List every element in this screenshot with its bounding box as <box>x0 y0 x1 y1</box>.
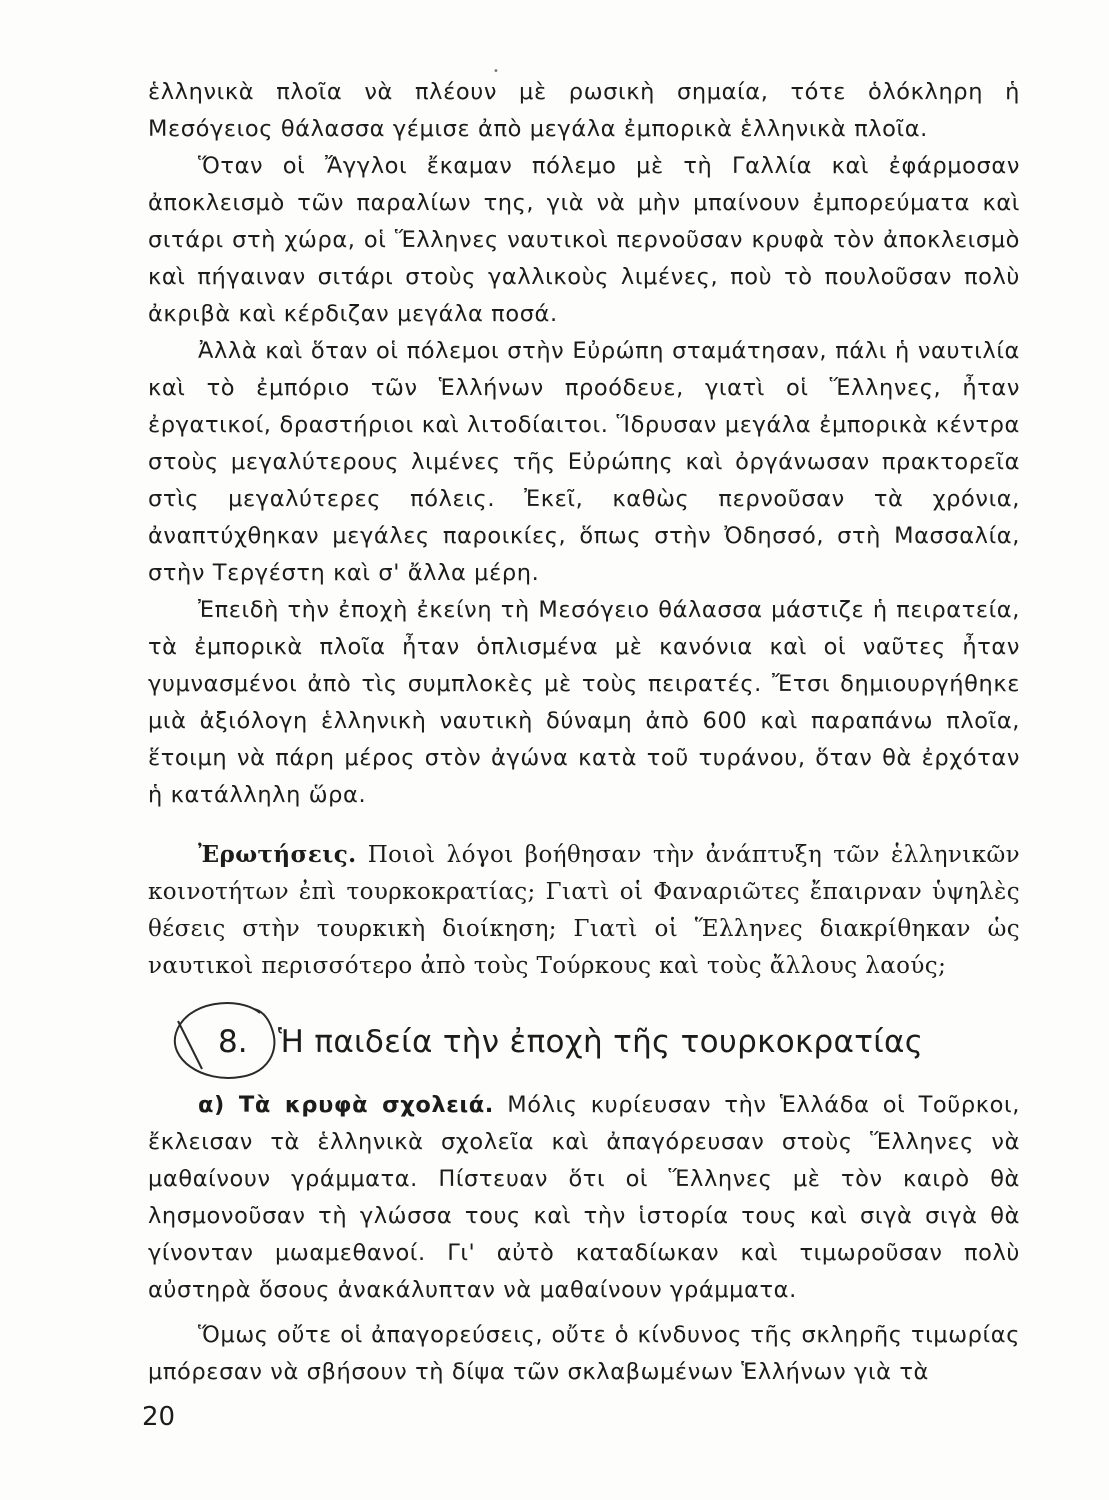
paragraph-3: Ἀλλὰ καὶ ὅταν οἱ πόλεμοι στὴν Εὐρώπη σταμάτησαν, πάλι ἡ ναυτιλία καὶ τὸ ἐμπόριο τῶν Ἑλλήνων προόδευε, γιατὶ οἱ Ἕλληνες, ἦταν ἐργατικοί, δραστήριοι καὶ λιτοδίαιτοι. Ἵδρυσαν μεγάλα ἐμπορικὰ κέντρα στοὺς μεγαλύτερους λιμένες τῆς Εὐρώπης καὶ ὀργάνωσαν πρακτορεῖα στὶς μεγαλύτερες πόλεις. Ἐκεῖ, καθὼς περνοῦσαν τὰ χρόνια, ἀναπτύχθηκαν μεγάλες παροικίες, ὅπως στὴν Ὀδησσό, στὴ Μασσαλία, στὴν Τεργέστη καὶ σ' ἄλλα μέρη. <box>148 338 1020 586</box>
paragraph-4: Ἐπειδὴ τὴν ἐποχὴ ἐκείνη τὴ Μεσόγειο θάλασσα μάστιζε ἡ πειρατεία, τὰ ἐμπορικὰ πλοῖα ἦταν ὁπλισμένα μὲ κανόνια καὶ οἱ ναῦτες ἦταν γυμνασμένοι ἀπὸ τὶς συμπλοκὲς μὲ τοὺς πειρατές. Ἔτσι δημιουργήθηκε μιὰ ἀξιόλογη ἑλληνικὴ ναυτικὴ δύναμη ἀπὸ 600 καὶ παραπάνω πλοῖα, ἕτοιμη νὰ πάρη μέρος στὸν ἀγώνα κατὰ τοῦ τυράνου, ὅταν θὰ ἐρχόταν ἡ κατάλληλη ὥρα. <box>148 597 1020 808</box>
final-paragraph: Ὅμως οὔτε οἱ ἀπαγορεύσεις, οὔτε ὁ κίνδυνος τῆς σκληρῆς τιμωρίας μπόρεσαν νὰ σβήσουν τὴ δίψα τῶν σκλαβωμένων Ἑλλήνων γιὰ τὰ <box>148 1322 1020 1385</box>
section-title: Ἡ παιδεία τὴν ἐποχὴ τῆς τουρκοκρατίας <box>278 1024 924 1060</box>
section-heading <box>148 1019 1020 1065</box>
subsection-paragraph <box>148 1087 1020 1309</box>
questions-label: Ἐρωτήσεις. <box>198 841 357 868</box>
page-body <box>148 74 1020 1391</box>
page-number: 20 <box>142 1402 176 1432</box>
subsection-text: Μόλις κυρίευσαν τὴν Ἑλλάδα οἱ Τοῦρκοι, ἔκλεισαν τὰ ἑλληνικὰ σχολεῖα καὶ ἀπαγόρευσαν στοὺς Ἕλληνες νὰ μαθαίνουν γράμματα. Πίστευαν ὅτι οἱ Ἕλληνες μὲ τὸν καιρὸ θὰ λησμονοῦσαν τὴ γλώσσα τους καὶ τὴν ἱστορία τους καὶ σιγὰ σιγὰ θὰ γίνονταν μωαμεθανοί. Γι' αὐτὸ καταδίωκαν καὶ τιμωροῦσαν πολὺ αὐστηρὰ ὅσους ἀνακάλυπταν νὰ μαθαίνουν γράμματα. <box>148 1092 1020 1303</box>
paragraph-1: ἑλληνικὰ πλοῖα νὰ πλέουν μὲ ρωσικὴ σημαία, τότε ὁλόκληρη ἡ Μεσόγειος θάλασσα γέμισε ἀπὸ μεγάλα ἐμπορικὰ ἑλληνικὰ πλοῖα. <box>148 79 1020 142</box>
stray-mark: • <box>493 66 499 77</box>
questions-block <box>148 836 1020 985</box>
questions-text: Ποιοὶ λόγοι βοήθησαν τὴν ἀνάπτυξη τῶν ἑλληνικῶν κοινοτήτων ἐπὶ τουρκοκρατίας; Γιατὶ οἱ Φαναριῶτες ἔπαιρναν ὑψηλὲς θέσεις στὴν τουρκικὴ διοίκηση; Γιατὶ οἱ Ἕλληνες διακρίθηκαν ὡς ναυτικοὶ περισσότερο ἀπὸ τοὺς Τούρκους καὶ τοὺς ἄλλους λαούς; <box>148 842 1021 979</box>
paragraph-2: Ὅταν οἱ Ἄγγλοι ἔκαμαν πόλεμο μὲ τὴ Γαλλία καὶ ἐφάρμοσαν ἀποκλεισμὸ τῶν παραλίων της, γιὰ νὰ μὴν μπαίνουν ἐμπορεύματα καὶ σιτάρι στὴ χώρα, οἱ Ἕλληνες ναυτικοὶ περνοῦσαν κρυφὰ τὸν ἀποκλεισμὸ καὶ πήγαιναν σιτάρι στοὺς γαλλικοὺς λιμένες, ποὺ τὸ πουλοῦσαν πολὺ ἀκριβὰ καὶ κέρδιζαν μεγάλα ποσά. <box>148 153 1020 327</box>
section-number: 8. <box>218 1024 248 1060</box>
subsection-label: α) Τὰ κρυφὰ σχολειά. <box>198 1092 494 1118</box>
